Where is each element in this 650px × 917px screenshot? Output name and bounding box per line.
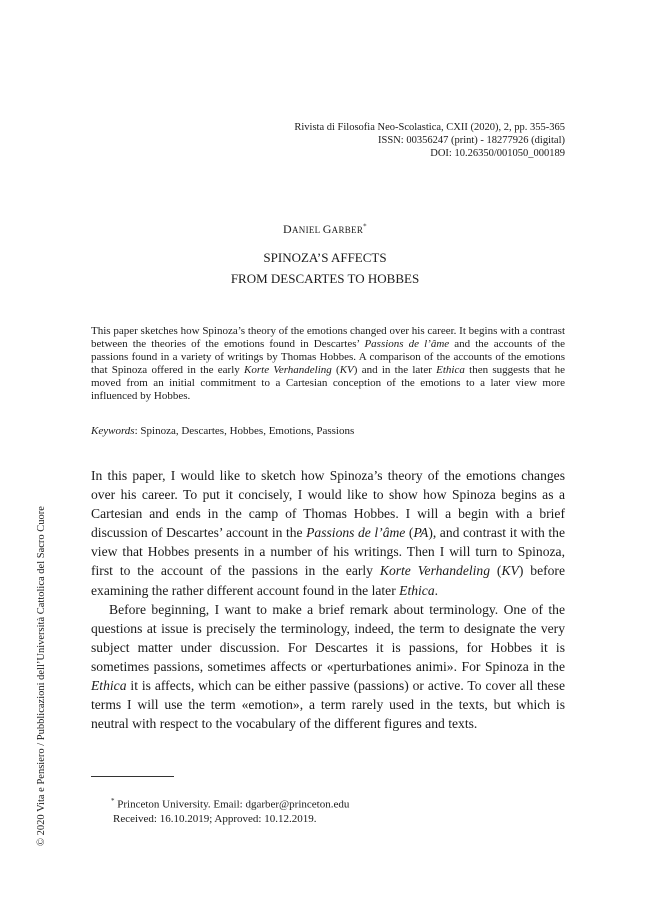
abstract-text: then suggests that he moved from an initial commitment to a Cartesian conception of the emotions to a later view more influenced by Hobbes. bbox=[91, 364, 565, 403]
body-text-run: ( bbox=[490, 563, 502, 579]
journal-info bbox=[294, 121, 565, 160]
body-text-run: . bbox=[434, 582, 439, 598]
body-italic-run: Passions de l’âme bbox=[306, 525, 406, 541]
body-text-run: ), and contrast it with the view that Hobbes presents in a number of his writings. Then I will turn to Spinoza, first to the account of the passions in the early bbox=[91, 525, 566, 579]
author-initial: D bbox=[283, 222, 292, 236]
abstract-text: ( bbox=[331, 364, 340, 377]
abstract bbox=[91, 325, 565, 404]
author-initial-2: G bbox=[322, 222, 332, 236]
keywords-text: : Spinoza, Descartes, Hobbes, Emotions, Passions bbox=[134, 425, 355, 437]
body-text-run: In this paper, I would like to sketch how Spinoza’s theory of the emotions changes over his career. To put it concisely, I would like to show how Spinoza begins as a Cartesian and ends in the camp of Thomas Hobbes. I will a begin with a brief discussion of Descartes’ account in the bbox=[91, 468, 565, 541]
abstract-paragraph bbox=[91, 325, 565, 404]
body-italic-run: KV bbox=[501, 563, 519, 579]
footnote bbox=[111, 794, 349, 826]
side-copyright: © 2020 Vita e Pensiero / Pubblicazioni dell’Università Cattolica del Sacro Cuore bbox=[36, 506, 47, 846]
paper-title bbox=[0, 247, 650, 289]
abstract-italic: Ethica bbox=[436, 364, 465, 377]
footnote-affiliation-line bbox=[111, 794, 349, 812]
footnote-mark: * bbox=[111, 797, 115, 805]
author-footnote-mark: * bbox=[363, 222, 367, 231]
journal-doi: DOI: 10.26350/001050_000189 bbox=[430, 148, 565, 159]
author-name-part2: ARBER bbox=[331, 225, 364, 235]
body-text-run: ( bbox=[405, 525, 414, 541]
abstract-text: ) and in the later bbox=[353, 364, 437, 377]
body-italic-run: Korte Verhandeling bbox=[379, 563, 490, 579]
footnote-affiliation: Princeton University. Email: dgarber@princeton.edu bbox=[114, 798, 350, 811]
body-italic-run: Ethica bbox=[399, 582, 435, 598]
body-italic-run: Ethica bbox=[91, 678, 127, 694]
body-text-run: ) before examining the rather different account found in the later bbox=[91, 563, 565, 598]
footnote-divider bbox=[91, 776, 174, 777]
abstract-text: This paper sketches how Spinoza’s theory of the emotions changed over his career. It begins with a contrast between the theories of the emotions found in Descartes’ bbox=[91, 325, 565, 351]
title-line-1: SPINOZA’S AFFECTS bbox=[263, 250, 387, 265]
body-text-run: Before beginning, I want to make a brief remark about terminology. One of the questions at issue is precisely the terminology, indeed, the term to designate the very subject matter under discussion. For Descartes it is passions, for Hobbes it is sometimes passions, sometimes affects or «perturbationes animi». For Spinoza in the bbox=[91, 601, 565, 674]
abstract-text: and the accounts of the passions found in a variety of writings by Thomas Hobbes. A comparison of the accounts of the emotions that Spinoza offered in the early bbox=[91, 338, 565, 377]
footnote-dates: Received: 16.10.2019; Approved: 10.12.2019. bbox=[113, 812, 317, 825]
body-italic-run: PA bbox=[413, 525, 429, 541]
body-text bbox=[91, 466, 565, 733]
body-text-run: it is affects, which can be either passive (passions) or active. To cover all these terms I will use the term «emotion», a term rarely used in the texts, but which is neutral with respect to the vocabulary of the different figures and texts. bbox=[91, 678, 565, 732]
abstract-italic: Passions de l’âme bbox=[364, 338, 450, 351]
body-paragraph-1 bbox=[91, 466, 565, 600]
title-line-2: FROM DESCARTES TO HOBBES bbox=[230, 271, 420, 286]
author-name-part1: ANIEL bbox=[291, 225, 323, 235]
body-paragraph-2 bbox=[91, 600, 565, 734]
abstract-italic: Korte Verhandeling bbox=[244, 364, 332, 377]
keywords-label: Keywords bbox=[91, 425, 135, 437]
journal-citation: Rivista di Filosofia Neo-Scolastica, CXII (2020), 2, pp. 355-365 bbox=[294, 122, 565, 133]
keywords bbox=[91, 425, 565, 438]
abstract-italic: KV bbox=[339, 364, 354, 377]
author-name bbox=[0, 222, 650, 237]
journal-issn: ISSN: 00356247 (print) - 18277926 (digital) bbox=[378, 135, 565, 146]
